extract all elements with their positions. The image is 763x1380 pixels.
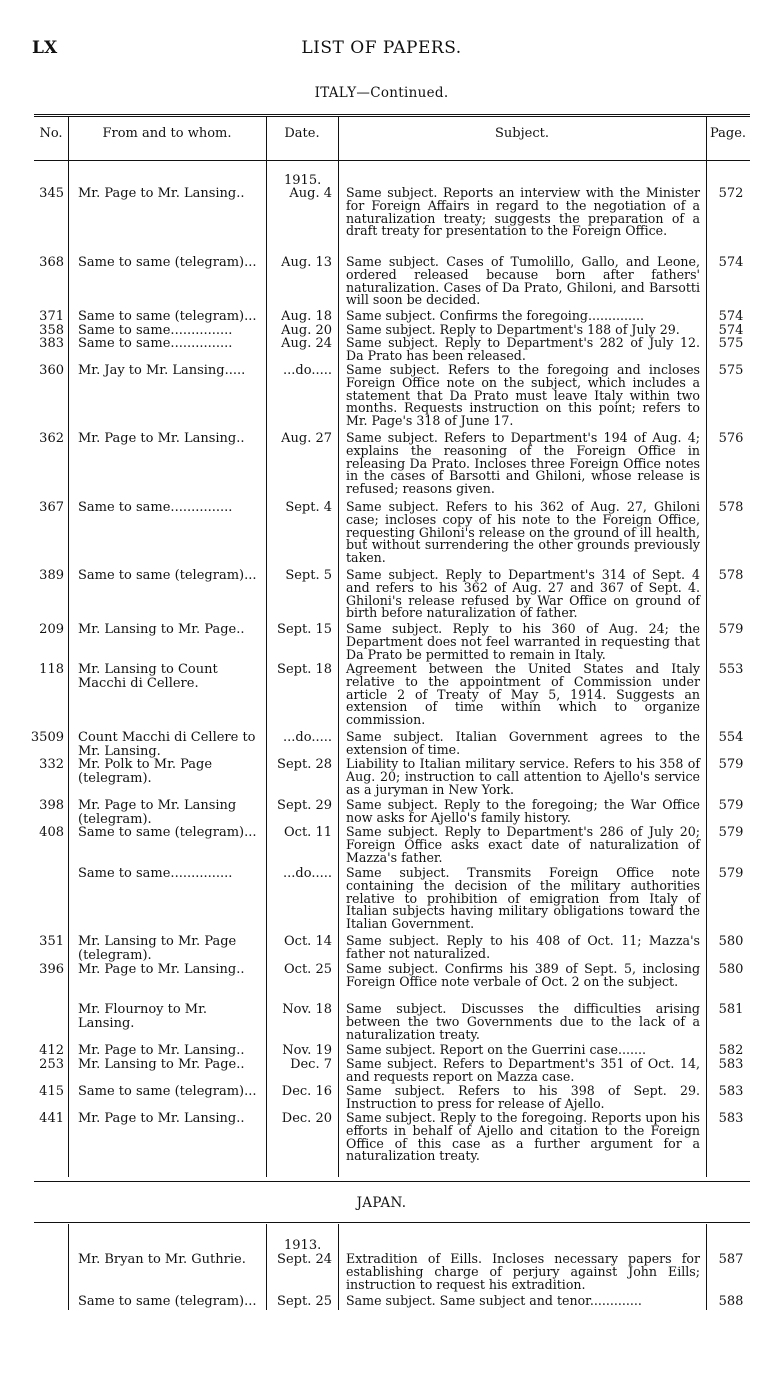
entry-from-to: Same to same............... [78,323,233,338]
entry-subject: Same subject. Refers to his 398 of Sept. 29. Instruction to press for release of Ajello. [346,1083,700,1111]
column-header-page: Page. [709,126,747,141]
entry-subject: Same subject. Confirms his 389 of Sept. 5, inclosing Foreign Office note verbale of Oct. 2 on the subject. [346,961,700,989]
entry-from-to: Mr. Page to Mr. Lansing.. [78,1111,245,1126]
entry-page: 575 [718,363,744,378]
entry-subject: Same subject. Italian Government agrees to the extension of time. [346,729,700,757]
entry-number: 368 [39,255,64,270]
entry-number: 351 [39,934,64,949]
entry-from-to: Mr. Page to Mr. Lansing.. [78,1043,245,1058]
entry-subject: Same subject. Reply to his 408 of Oct. 11; Mazza's father not naturalized. [346,933,700,961]
entry-page: 583 [718,1084,744,1099]
entry-subject: Same subject. Reports an interview with the Minister for Foreign Affairs in regard to the negotiation of a naturalization treaty; suggests the preparation of a draft treaty for presentation to the Foreign Office. [346,185,700,239]
entry-subject: Extradition of Eills. Incloses necessary papers for establishing charge of perjury against John Eills; instruction to request his extradition. [346,1251,700,1292]
column-header-from: From and to whom. [102,126,232,141]
entry-date: Dec. 20 [281,1111,332,1126]
entry-subject: Same subject. Reply to Department's 314 of Sept. 4 and refers to his 362 of Aug. 27 and 367 of Sept. 4. Ghiloni's release refused by War Office on ground of birth before naturalization of father. [346,567,700,621]
entry-date: ...do..... [283,730,332,745]
entry-date: Aug. 27 [281,431,332,446]
entry-number: 3509 [30,730,64,745]
column-divider [338,117,339,1177]
entry-date: Sept. 24 [277,1252,332,1267]
entry-page: 579 [718,825,744,840]
column-divider [338,1224,339,1310]
entry-date: Nov. 18 [282,1002,332,1017]
entry-from-to: Same to same (telegram)... [78,825,257,840]
column-divider [266,117,267,1177]
entry-number: 412 [39,1043,64,1058]
entry-subject: Liability to Italian military service. Refers to his 358 of Aug. 20; instruction to call attention to Ajello's service as a juryman in New York. [346,756,700,797]
entry-page: 583 [718,1111,744,1126]
entry-number: 362 [39,431,64,446]
entry-page: 583 [718,1057,744,1072]
page-number: LX [32,38,58,58]
page-title: LIST OF PAPERS. [301,38,462,58]
entry-number: 345 [39,186,64,201]
entry-from-to: Mr. Page to Mr. Lansing.. [78,186,245,201]
entry-subject: Same subject. Refers to Department's 194 of Aug. 4; explains the reasoning of the Foreign Office in releasing Da Prato. Incloses three Foreign Office notes in the cases of Barsotti and Ghiloni, whose release is refused; reasons given. [346,430,700,497]
entry-subject: Same subject. Reply to his 360 of Aug. 24; the Department does not feel warranted in requesting that Da Prato be permitted to remain in Italy. [346,621,700,662]
entry-subject: Same subject. Refers to his 362 of Aug. 27, Ghiloni case; incloses copy of his note to the Foreign Office, requesting Ghiloni's release on the ground of ill health, but without surrendering the other grounds previously taken. [346,499,700,566]
column-divider [706,117,707,1177]
entry-number: 441 [39,1111,64,1126]
entry-date: Sept. 4 [285,500,332,515]
year-label: 1915. [284,173,322,188]
entry-page: 572 [718,186,744,201]
entry-from-to: Same to same............... [78,500,233,515]
entry-from-to: Mr. Lansing to Mr. Page (telegram). [78,934,237,963]
entry-page: 574 [718,309,744,324]
entry-page: 582 [718,1043,744,1058]
entry-number: 367 [39,500,64,515]
entry-number: 360 [39,363,64,378]
entry-date: Oct. 11 [284,825,332,840]
section-heading-italy: ITALY—Continued. [314,85,449,101]
column-header-date: Date. [284,126,320,141]
entry-from-to: Mr. Page to Mr. Lansing.. [78,431,245,446]
entry-from-to: Count Macchi di Cellere to Mr. Lansing. [78,730,256,759]
entry-date: Dec. 16 [281,1084,332,1099]
entry-from-to: Mr. Jay to Mr. Lansing..... [78,363,246,378]
entry-subject: Same subject. Reply to the foregoing; the War Office now asks for Ajello's family history. [346,797,700,825]
entry-from-to: Mr. Page to Mr. Lansing (telegram). [78,798,237,827]
entry-date: Sept. 18 [277,662,332,677]
entry-from-to: Mr. Flournoy to Mr. Lansing. [78,1002,208,1031]
entry-number: 118 [39,662,64,677]
entry-from-to: Same to same (telegram)... [78,568,257,583]
entry-date: Aug. 13 [281,255,332,270]
entry-page: 579 [718,622,744,637]
entry-subject: Same subject. Same subject and tenor............. [346,1293,642,1308]
entry-date: ...do..... [283,363,332,378]
entry-date: Aug. 24 [281,336,332,351]
entry-page: 578 [718,568,744,583]
entry-number: 332 [39,757,64,772]
entry-page: 580 [718,962,744,977]
entry-page: 587 [718,1252,744,1267]
entry-subject: Same subject. Reply to Department's 188 of July 29. [346,322,680,337]
entry-number: 209 [39,622,64,637]
entry-page: 553 [718,662,744,677]
entry-number: 383 [39,336,64,351]
entry-from-to: Mr. Bryan to Mr. Guthrie. [78,1252,246,1267]
entry-number: 415 [39,1084,64,1099]
column-header-no: No. [39,126,63,141]
entry-date: Sept. 5 [285,568,332,583]
entry-date: Sept. 25 [277,1294,332,1309]
entry-number: 408 [39,825,64,840]
entry-date: Nov. 19 [282,1043,332,1058]
entry-subject: Same subject. Refers to the foregoing and incloses Foreign Office note on the subject, which includes a statement that Da Prato must leave Italy within two months. Requests instruction on this point; refers to Mr. Page's 318 of June 17. [346,362,700,429]
entry-from-to: Mr. Page to Mr. Lansing.. [78,962,245,977]
entry-subject: Same subject. Confirms the foregoing.............. [346,308,645,323]
entry-from-to: Mr. Lansing to Mr. Page.. [78,622,245,637]
entry-subject: Same subject. Discusses the difficulties arising between the two Governments due to the lack of a naturalization treaty. [346,1001,700,1042]
entry-subject: Agreement between the United States and Italy relative to the appointment of Commission under article 2 of Treaty of May 5, 1914. Suggests an extension of time within which to organize commission. [346,661,700,728]
entry-page: 576 [718,431,744,446]
entry-date: Aug. 18 [281,309,332,324]
entry-date: Oct. 25 [284,962,332,977]
entry-subject: Same subject. Refers to Department's 351 of Oct. 14, and requests report on Mazza case. [346,1056,700,1084]
section-heading-japan: JAPAN. [356,1195,407,1211]
column-divider [706,1224,707,1310]
entry-from-to: Same to same (telegram)... [78,1084,257,1099]
entry-from-to: Same to same............... [78,866,233,881]
entry-page: 575 [718,336,744,351]
entry-date: Sept. 29 [277,798,332,813]
entry-from-to: Same to same (telegram)... [78,309,257,324]
entry-subject: Same subject. Reply to Department's 286 of July 20; Foreign Office asks exact date of naturalization of Mazza's father. [346,824,700,865]
entry-page: 580 [718,934,744,949]
entry-date: Oct. 14 [284,934,332,949]
entry-date: Sept. 28 [277,757,332,772]
entry-from-to: Same to same (telegram)... [78,255,257,270]
entry-number: 389 [39,568,64,583]
entry-page: 579 [718,798,744,813]
entry-subject: Same subject. Report on the Guerrini case....... [346,1042,646,1057]
entry-from-to: Mr. Polk to Mr. Page (telegram). [78,757,213,786]
entry-subject: Same subject. Reply to Department's 282 of July 12. Da Prato has been released. [346,335,700,363]
column-divider [68,1224,69,1310]
japan-top-rule [34,1222,750,1223]
year-label: 1913. [284,1238,322,1253]
entry-number: 396 [39,962,64,977]
table-header-rule [34,160,750,161]
entry-from-to: Mr. Lansing to Mr. Page.. [78,1057,245,1072]
entry-date: Sept. 15 [277,622,332,637]
entry-page: 579 [718,757,744,772]
entry-date: Aug. 20 [281,323,332,338]
table-top-rule [34,114,750,117]
entry-from-to: Mr. Lansing to Count Macchi di Cellere. [78,662,218,691]
column-header-subject: Subject. [495,126,549,141]
entry-number: 371 [39,309,64,324]
entry-number: 253 [39,1057,64,1072]
entry-page: 581 [718,1002,744,1017]
entry-date: Dec. 7 [290,1057,332,1072]
entry-subject: Same subject. Reply to the foregoing. Reports upon his efforts in behalf of Ajello and citation to the Foreign Office of this case as a further argument for a naturalization treaty. [346,1110,700,1164]
entry-date: Aug. 4 [289,186,332,201]
entry-subject: Same subject. Cases of Tumolillo, Gallo, and Leone, ordered released because born after fathers' naturalization. Cases of Da Prato, Ghiloni, and Barsotti will soon be decided. [346,254,700,308]
column-divider [68,117,69,1177]
entry-number: 358 [39,323,64,338]
entry-page: 588 [718,1294,744,1309]
entry-page: 574 [718,323,744,338]
entry-from-to: Same to same............... [78,336,233,351]
entry-from-to: Same to same (telegram)... [78,1294,257,1309]
column-divider [266,1224,267,1310]
entry-number: 398 [39,798,64,813]
entry-subject: Same subject. Transmits Foreign Office note containing the decision of the military authorities relative to prohibition of emigration from Italy of Italian subjects having military obligations toward the Italian Government. [346,865,700,932]
entry-page: 554 [718,730,744,745]
entry-page: 578 [718,500,744,515]
table-bottom-rule [34,1181,750,1182]
entry-page: 579 [718,866,744,881]
entry-page: 574 [718,255,744,270]
entry-date: ...do..... [283,866,332,881]
